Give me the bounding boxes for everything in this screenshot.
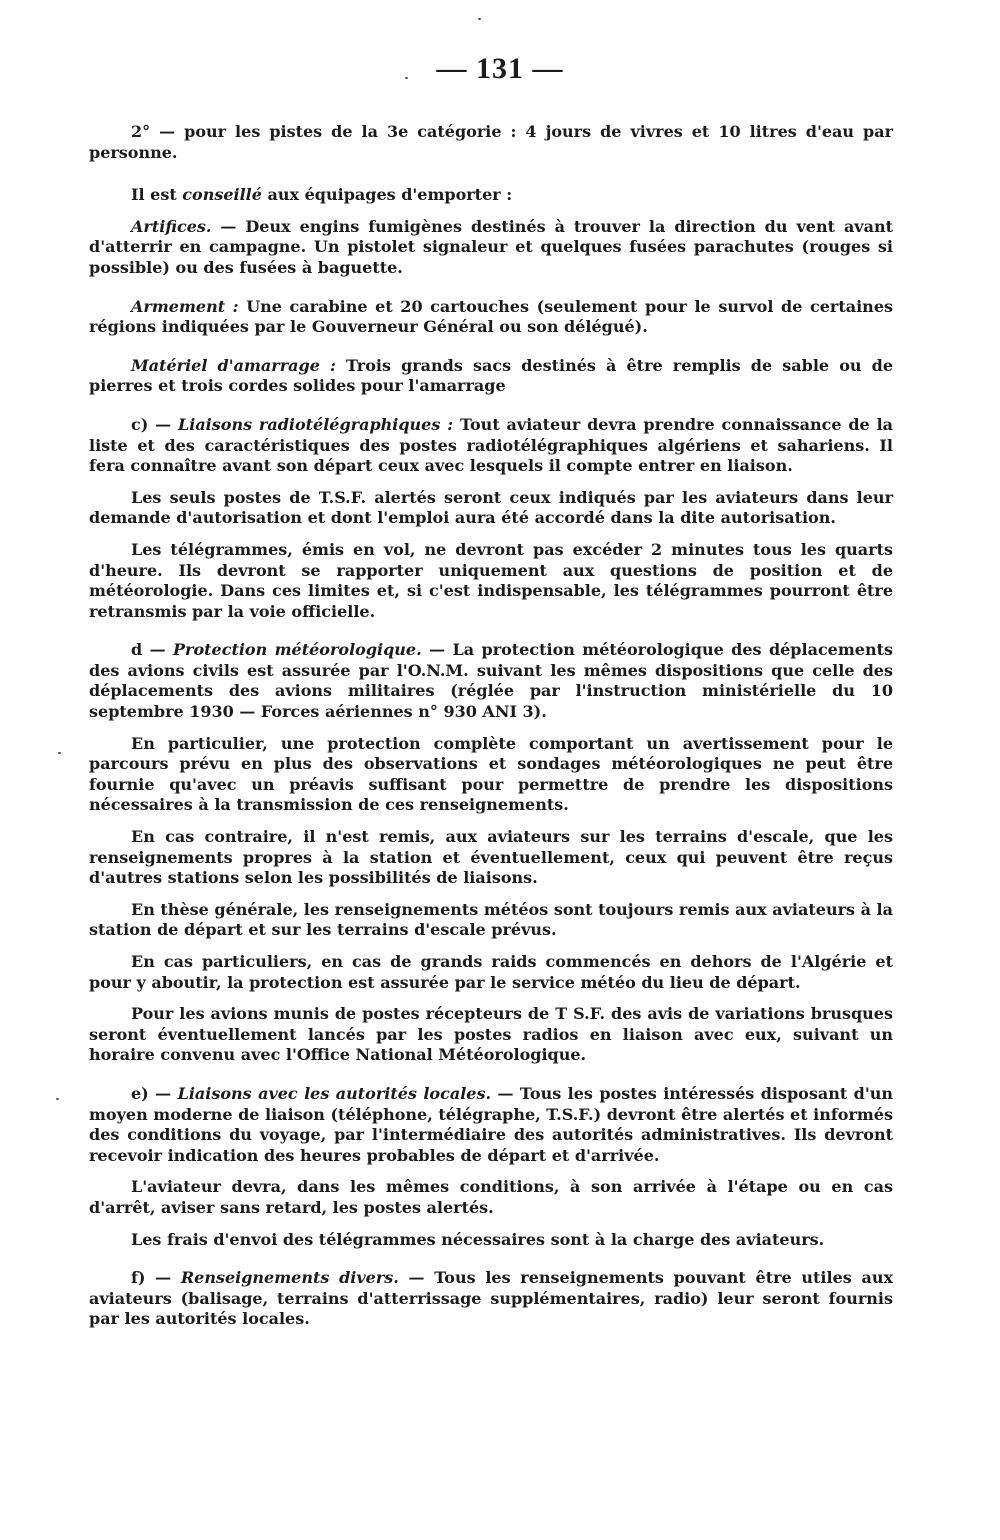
paragraph-protection-complete: En particulier, une protection complète comportant un avertissement pour le parcours prévu en plus des observations et sondages météorologiques ne peut être fournie qu'avec un préavis suffisant pour permettre de prendre les dispositions nécessaires à la transmission de ces renseignements. — [89, 733, 893, 815]
speck-mark — [56, 1098, 59, 1100]
paragraph-armement: Armement : Une carabine et 20 cartouches (seulement pour le survol de certaines régions indiquées par le Gouverneur Général ou son délégué). — [89, 296, 894, 337]
paragraph-telegrammes: Les télégrammes, émis en vol, ne devront pas excéder 2 minutes tous les quarts d'heure. Ils devront se rapporter uniquement aux questions de position et de météorologie. Dans ces limites et, si c'est indispensable, les télégrammes pourront être retransmis par la voie officielle. — [89, 539, 893, 621]
paragraph-postes-recepteurs: Pour les avions munis de postes récepteurs de T S.F. des avis de variations brusques seront éventuellement lancés par les postes radios en liaison avec eux, suivant un horaire convenu avec l'Office National Météorologique. — [89, 1004, 893, 1065]
paragraph-protection-meteo: d — Protection météorologique. — La protection météorologique des déplacements des avions civils est assurée par l'O.N.M. suivant les mêmes dispositions que celle des déplacements des avions militaires (réglée par l'instruction ministérielle du 10 septembre 1930 — Forces aériennes n° 930 ANI 3). — [89, 640, 894, 722]
paragraph-postes-tsf: Les seuls postes de T.S.F. alertés seront ceux indiqués par les aviateurs dans leur demande d'autorisation et dont l'emploi aura été accordé dans la dite autorisation. — [89, 487, 893, 528]
paragraph-artifices: Artifices. — Deux engins fumigènes destinés à trouver la direction du vent avant d'atterrir en campagne. Un pistolet signaleur et quelques fusées parachutes (rouges si possible) ou des fusées à baguette. — [89, 216, 893, 277]
speck-mark — [478, 18, 481, 20]
paragraph-advised-intro: Il est conseillé aux équipages d'emporter : — [131, 185, 513, 205]
paragraph-renseignements-divers: f) — Renseignements divers. — Tous les renseignements pouvant être utiles aux aviateurs (balisage, terrains d'atterrissage supplémentaires, radio) leur seront fournis par les autorités locales. — [89, 1268, 893, 1329]
paragraph-grands-raids: En cas particuliers, en cas de grands raids commencés en dehors de l'Algérie et pour y aboutir, la protection est assurée par le service météo du lieu de départ. — [89, 952, 893, 992]
paragraph-provisions-3rd-category: 2° — pour les pistes de la 3e catégorie : 4 jours de vivres et 10 litres d'eau par personne. — [89, 122, 893, 162]
paragraph-materiel-amarrage: Matériel d'amarrage : Trois grands sacs destinés à être remplis de sable ou de pierres et trois cordes solides pour l'amarrage — [89, 355, 893, 396]
paragraph-cas-contraire: En cas contraire, il n'est remis, aux aviateurs sur les terrains d'escale, que les renseignements propres à la station et éventuellement, ceux qui peuvent être reçus d'autres stations selon les possibilités de liaisons. — [89, 827, 893, 888]
paragraph-these-generale: En thèse générale, les renseignements météos sont toujours remis aux aviateurs à la station de départ et sur les terrains d'escale prévus. — [89, 899, 893, 940]
document-body — [89, 122, 893, 1341]
speck-mark — [58, 752, 61, 754]
page-number: — 131 — — [436, 52, 564, 85]
paragraph-frais-envoi: Les frais d'envoi des télégrammes nécessaires sont à la charge des aviateurs. — [131, 1229, 825, 1249]
paragraph-liaisons-radio: c) — Liaisons radiotélégraphiques : Tout aviateur devra prendre connaissance de la liste et des caractéristiques des postes radiotélégraphiques algériens et sahariens. Il fera connaître avant son départ ceux avec lesquels il compte entrer en liaison. — [89, 414, 894, 476]
paragraph-autorites-locales: e) — Liaisons avec les autorités locales. — Tous les postes intéressés disposant d'un moyen moderne de liaison (téléphone, télégraphe, T.S.F.) devront être alertés et informés des conditions du voyage, par l'intermédiaire des autorités administratives. Ils devront recevoir indication des heures probables de départ et d'arrivée. — [89, 1083, 893, 1165]
paragraph-aviateur-arrivee: L'aviateur devra, dans les mêmes conditions, à son arrivée à l'étape ou en cas d'arrêt, aviser sans retard, les postes alertés. — [89, 1177, 893, 1217]
